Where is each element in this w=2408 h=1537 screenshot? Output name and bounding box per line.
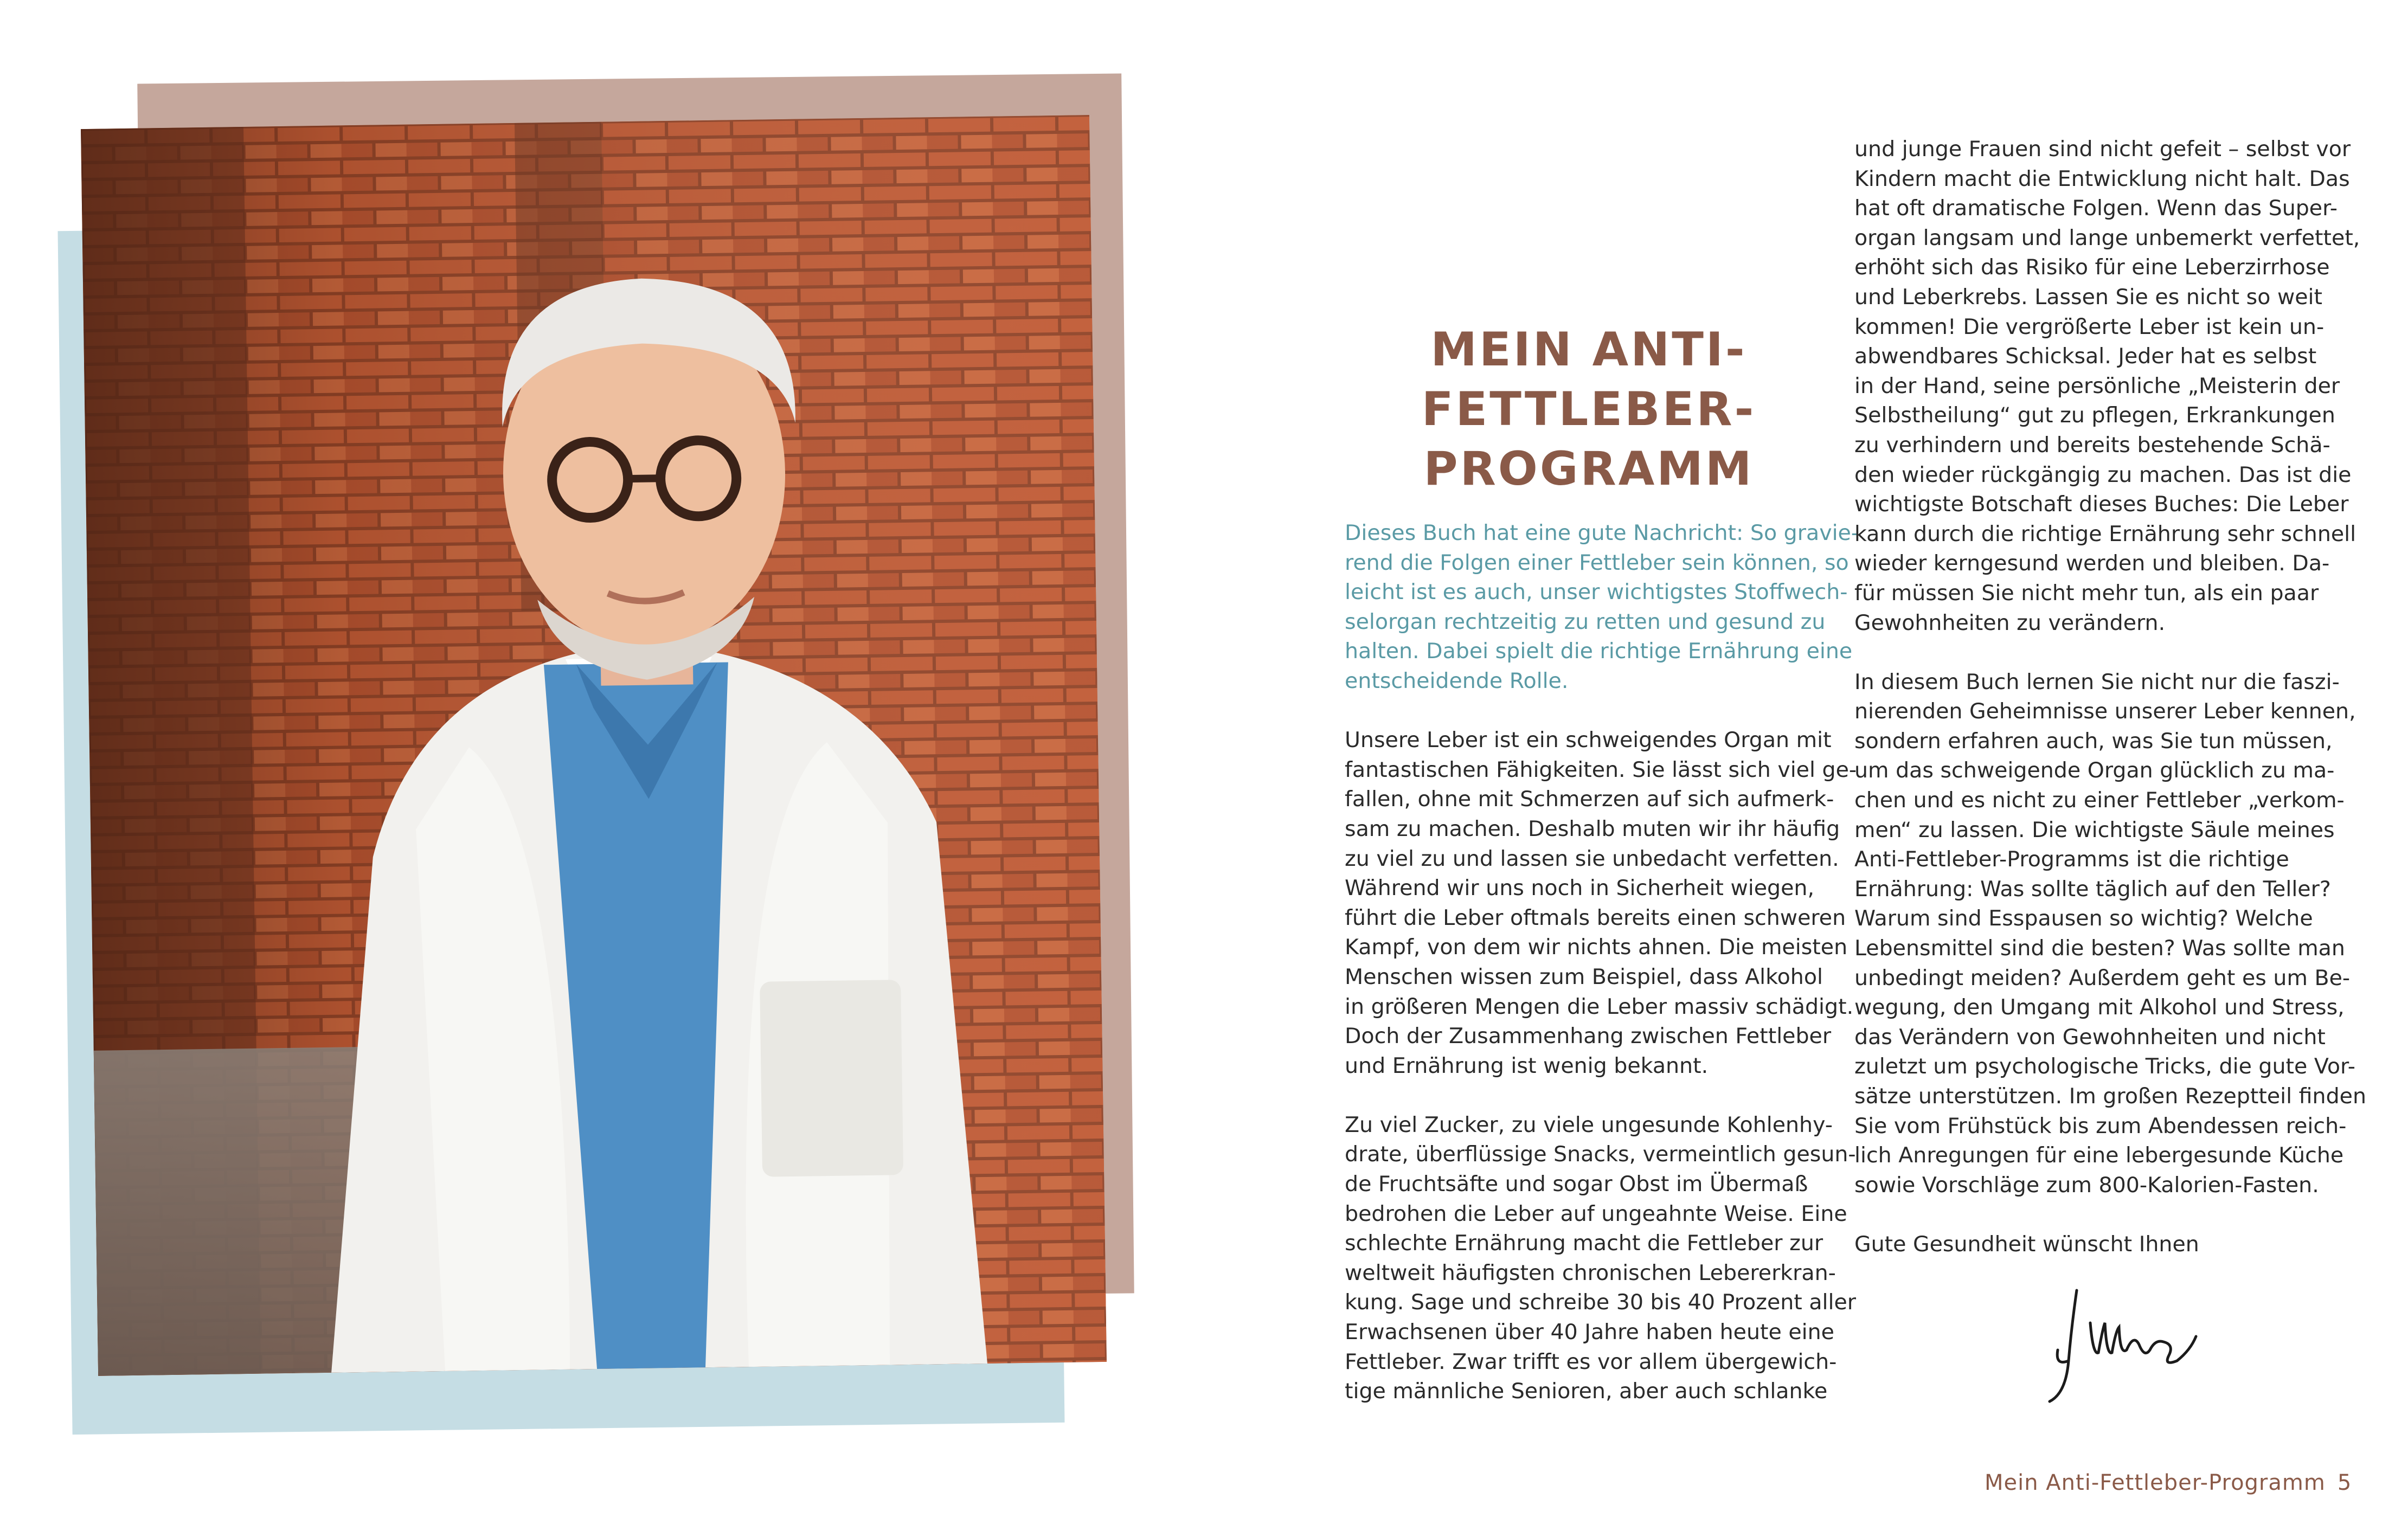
text-line: entscheidende Rolle. xyxy=(1345,668,1569,693)
page-number: 5 xyxy=(2337,1470,2352,1495)
text-line: sowie Vorschläge zum 800-Kalorien-Fasten. xyxy=(1854,1172,2319,1198)
text-column-right xyxy=(1854,134,2366,1289)
text-line: drate, überflüssige Snacks, vermeintlich gesun- xyxy=(1345,1142,1856,1167)
text-line: abwendbares Schicksal. Jeder hat es selbst xyxy=(1854,344,2317,369)
text-line: für müssen Sie nicht mehr tun, als ein paar xyxy=(1854,580,2319,606)
text-line: Sie vom Frühstück bis zum Abendessen reich- xyxy=(1854,1113,2347,1139)
text-line: kann durch die richtige Ernährung sehr schnell xyxy=(1854,521,2356,546)
text-line: sätze unterstützen. Im großen Rezeptteil finden xyxy=(1854,1084,2366,1109)
text-line: hat oft dramatische Folgen. Wenn das Super- xyxy=(1854,196,2338,221)
running-title: Mein Anti-Fettleber-Programm xyxy=(1985,1470,2326,1495)
text-line: rend die Folgen einer Fettleber sein können, so xyxy=(1345,550,1849,575)
text-line: men“ zu lassen. Die wichtigste Säule meines xyxy=(1854,817,2335,843)
author-portrait-photo xyxy=(81,115,1107,1376)
closing-line xyxy=(1854,1230,2342,1259)
text-line: Gewohnheiten zu verändern. xyxy=(1854,610,2166,635)
text-line: nierenden Geheimnisse unserer Leber kennen, xyxy=(1854,699,2356,724)
page-footer xyxy=(1985,1469,2352,1496)
text-line: bedrohen die Leber auf ungeahnte Weise. Eine xyxy=(1345,1201,1847,1226)
text-line: fantastischen Fähigkeiten. Sie lässt sich viel ge- xyxy=(1345,757,1857,782)
text-line: Doch der Zusammenhang zwischen Fettleber xyxy=(1345,1024,1832,1049)
text-line: Anti-Fettleber-Programms ist die richtige xyxy=(1854,847,2289,872)
heading-line: MEIN ANTI- xyxy=(1430,323,1747,377)
text-line: Während wir uns noch in Sicherheit wiegen, xyxy=(1345,876,1815,901)
text-line: den wieder rückgängig zu machen. Das ist die xyxy=(1854,462,2352,487)
text-line: in größeren Mengen die Leber massiv schädigt. xyxy=(1345,994,1854,1019)
text-line: um das schweigende Organ glücklich zu ma- xyxy=(1854,758,2335,783)
text-line: und Ernährung ist wenig bekannt. xyxy=(1345,1053,1709,1078)
text-line: Ernährung: Was sollte täglich auf den Teller? xyxy=(1854,876,2331,902)
text-line: Gute Gesundheit wünscht Ihnen xyxy=(1854,1231,2199,1257)
text-line: unbedingt meiden? Außerdem geht es um Be- xyxy=(1854,965,2351,991)
text-line: Kindern macht die Entwicklung nicht halt. Das xyxy=(1854,166,2350,191)
text-line: selorgan rechtzeitig zu retten und gesund zu xyxy=(1345,609,1826,634)
text-line: wegung, den Umgang mit Alkohol und Stress, xyxy=(1854,995,2345,1020)
text-line: Fettleber. Zwar trifft es vor allem übergewich- xyxy=(1345,1349,1837,1374)
text-line: in der Hand, seine persönliche „Meisterin der xyxy=(1854,373,2340,398)
text-line: Zu viel Zucker, zu viele ungesunde Kohlenhy- xyxy=(1345,1112,1833,1137)
text-line: de Fruchtsäfte und sogar Obst im Übermaß xyxy=(1345,1172,1808,1197)
text-line: wieder kerngesund werden und bleiben. Da- xyxy=(1854,551,2330,576)
body-paragraph xyxy=(1854,667,2366,1200)
text-line: kung. Sage und schreibe 30 bis 40 Prozent aller xyxy=(1345,1290,1857,1315)
text-line: chen und es nicht zu einer Fettleber „verkom- xyxy=(1854,788,2345,813)
heading-line: PROGRAMM xyxy=(1423,442,1754,496)
text-line: tige männliche Senioren, aber auch schlanke xyxy=(1345,1379,1828,1404)
text-line: lich Anregungen für eine lebergesunde Küche xyxy=(1854,1143,2344,1168)
text-line: zu verhindern und bereits bestehende Schä- xyxy=(1854,432,2330,458)
text-line: weltweit häufigsten chronischen Lebererkran- xyxy=(1345,1260,1836,1285)
intro-paragraph xyxy=(1345,518,1859,696)
text-line: Erwachsenen über 40 Jahre haben heute eine xyxy=(1345,1320,1834,1345)
text-line: Menschen wissen zum Beispiel, dass Alkohol xyxy=(1345,964,1823,989)
text-line: Lebensmittel sind die besten? Was sollte man xyxy=(1854,936,2345,961)
text-line: Warum sind Esspausen so wichtig? Welche xyxy=(1854,906,2313,931)
text-line: Selbstheilung“ gut zu pflegen, Erkrankungen xyxy=(1854,403,2335,428)
text-column-left xyxy=(1345,518,1859,1436)
handwritten-signature xyxy=(2039,1285,2201,1410)
text-line: wichtigste Botschaft dieses Buches: Die Leber xyxy=(1854,492,2349,517)
text-line: Kampf, von dem wir nichts ahnen. Die meisten xyxy=(1345,935,1848,960)
text-line: zuletzt um psychologische Tricks, die gute Vor- xyxy=(1854,1054,2355,1079)
text-line: das Verändern von Gewohnheiten und nicht xyxy=(1854,1024,2326,1050)
text-line: und Leberkrebs. Lassen Sie es nicht so weit xyxy=(1854,284,2323,310)
text-line: fallen, ohne mit Schmerzen auf sich aufmerk- xyxy=(1345,787,1834,812)
body-paragraph xyxy=(1345,725,1857,1081)
text-line: halten. Dabei spielt die richtige Ernährung eine xyxy=(1345,639,1853,664)
text-line: leicht ist es auch, unser wichtigstes Stoffwech- xyxy=(1345,580,1848,605)
heading-line: FETTLEBER- xyxy=(1421,382,1756,436)
text-line: Unsere Leber ist ein schweigendes Organ mit xyxy=(1345,728,1832,753)
text-line: organ langsam und lange unbemerkt verfettet, xyxy=(1854,225,2360,250)
text-line: Dieses Buch hat eine gute Nachricht: So gravie- xyxy=(1345,520,1859,545)
text-line: kommen! Die vergrößerte Leber ist kein un- xyxy=(1854,314,2324,339)
chapter-heading xyxy=(1345,320,1833,499)
text-line: führt die Leber oftmals bereits einen schweren xyxy=(1345,905,1846,930)
text-line: In diesem Buch lernen Sie nicht nur die faszi- xyxy=(1854,669,2340,694)
text-line: und junge Frauen sind nicht gefeit – selbst vor xyxy=(1854,137,2351,162)
body-paragraph xyxy=(1854,134,2360,638)
text-line: sondern erfahren auch, was Sie tun müssen, xyxy=(1854,728,2333,754)
body-paragraph xyxy=(1345,1110,1857,1406)
portrait-illustration xyxy=(81,115,1107,1376)
text-line: erhöht sich das Risiko für eine Leberzirrhose xyxy=(1854,255,2330,280)
text-line: zu viel zu und lassen sie unbedacht verfetten. xyxy=(1345,846,1839,871)
text-line: sam zu machen. Deshalb muten wir ihr häufig xyxy=(1345,816,1840,841)
text-line: schlechte Ernährung macht die Fettleber zur xyxy=(1345,1231,1823,1256)
